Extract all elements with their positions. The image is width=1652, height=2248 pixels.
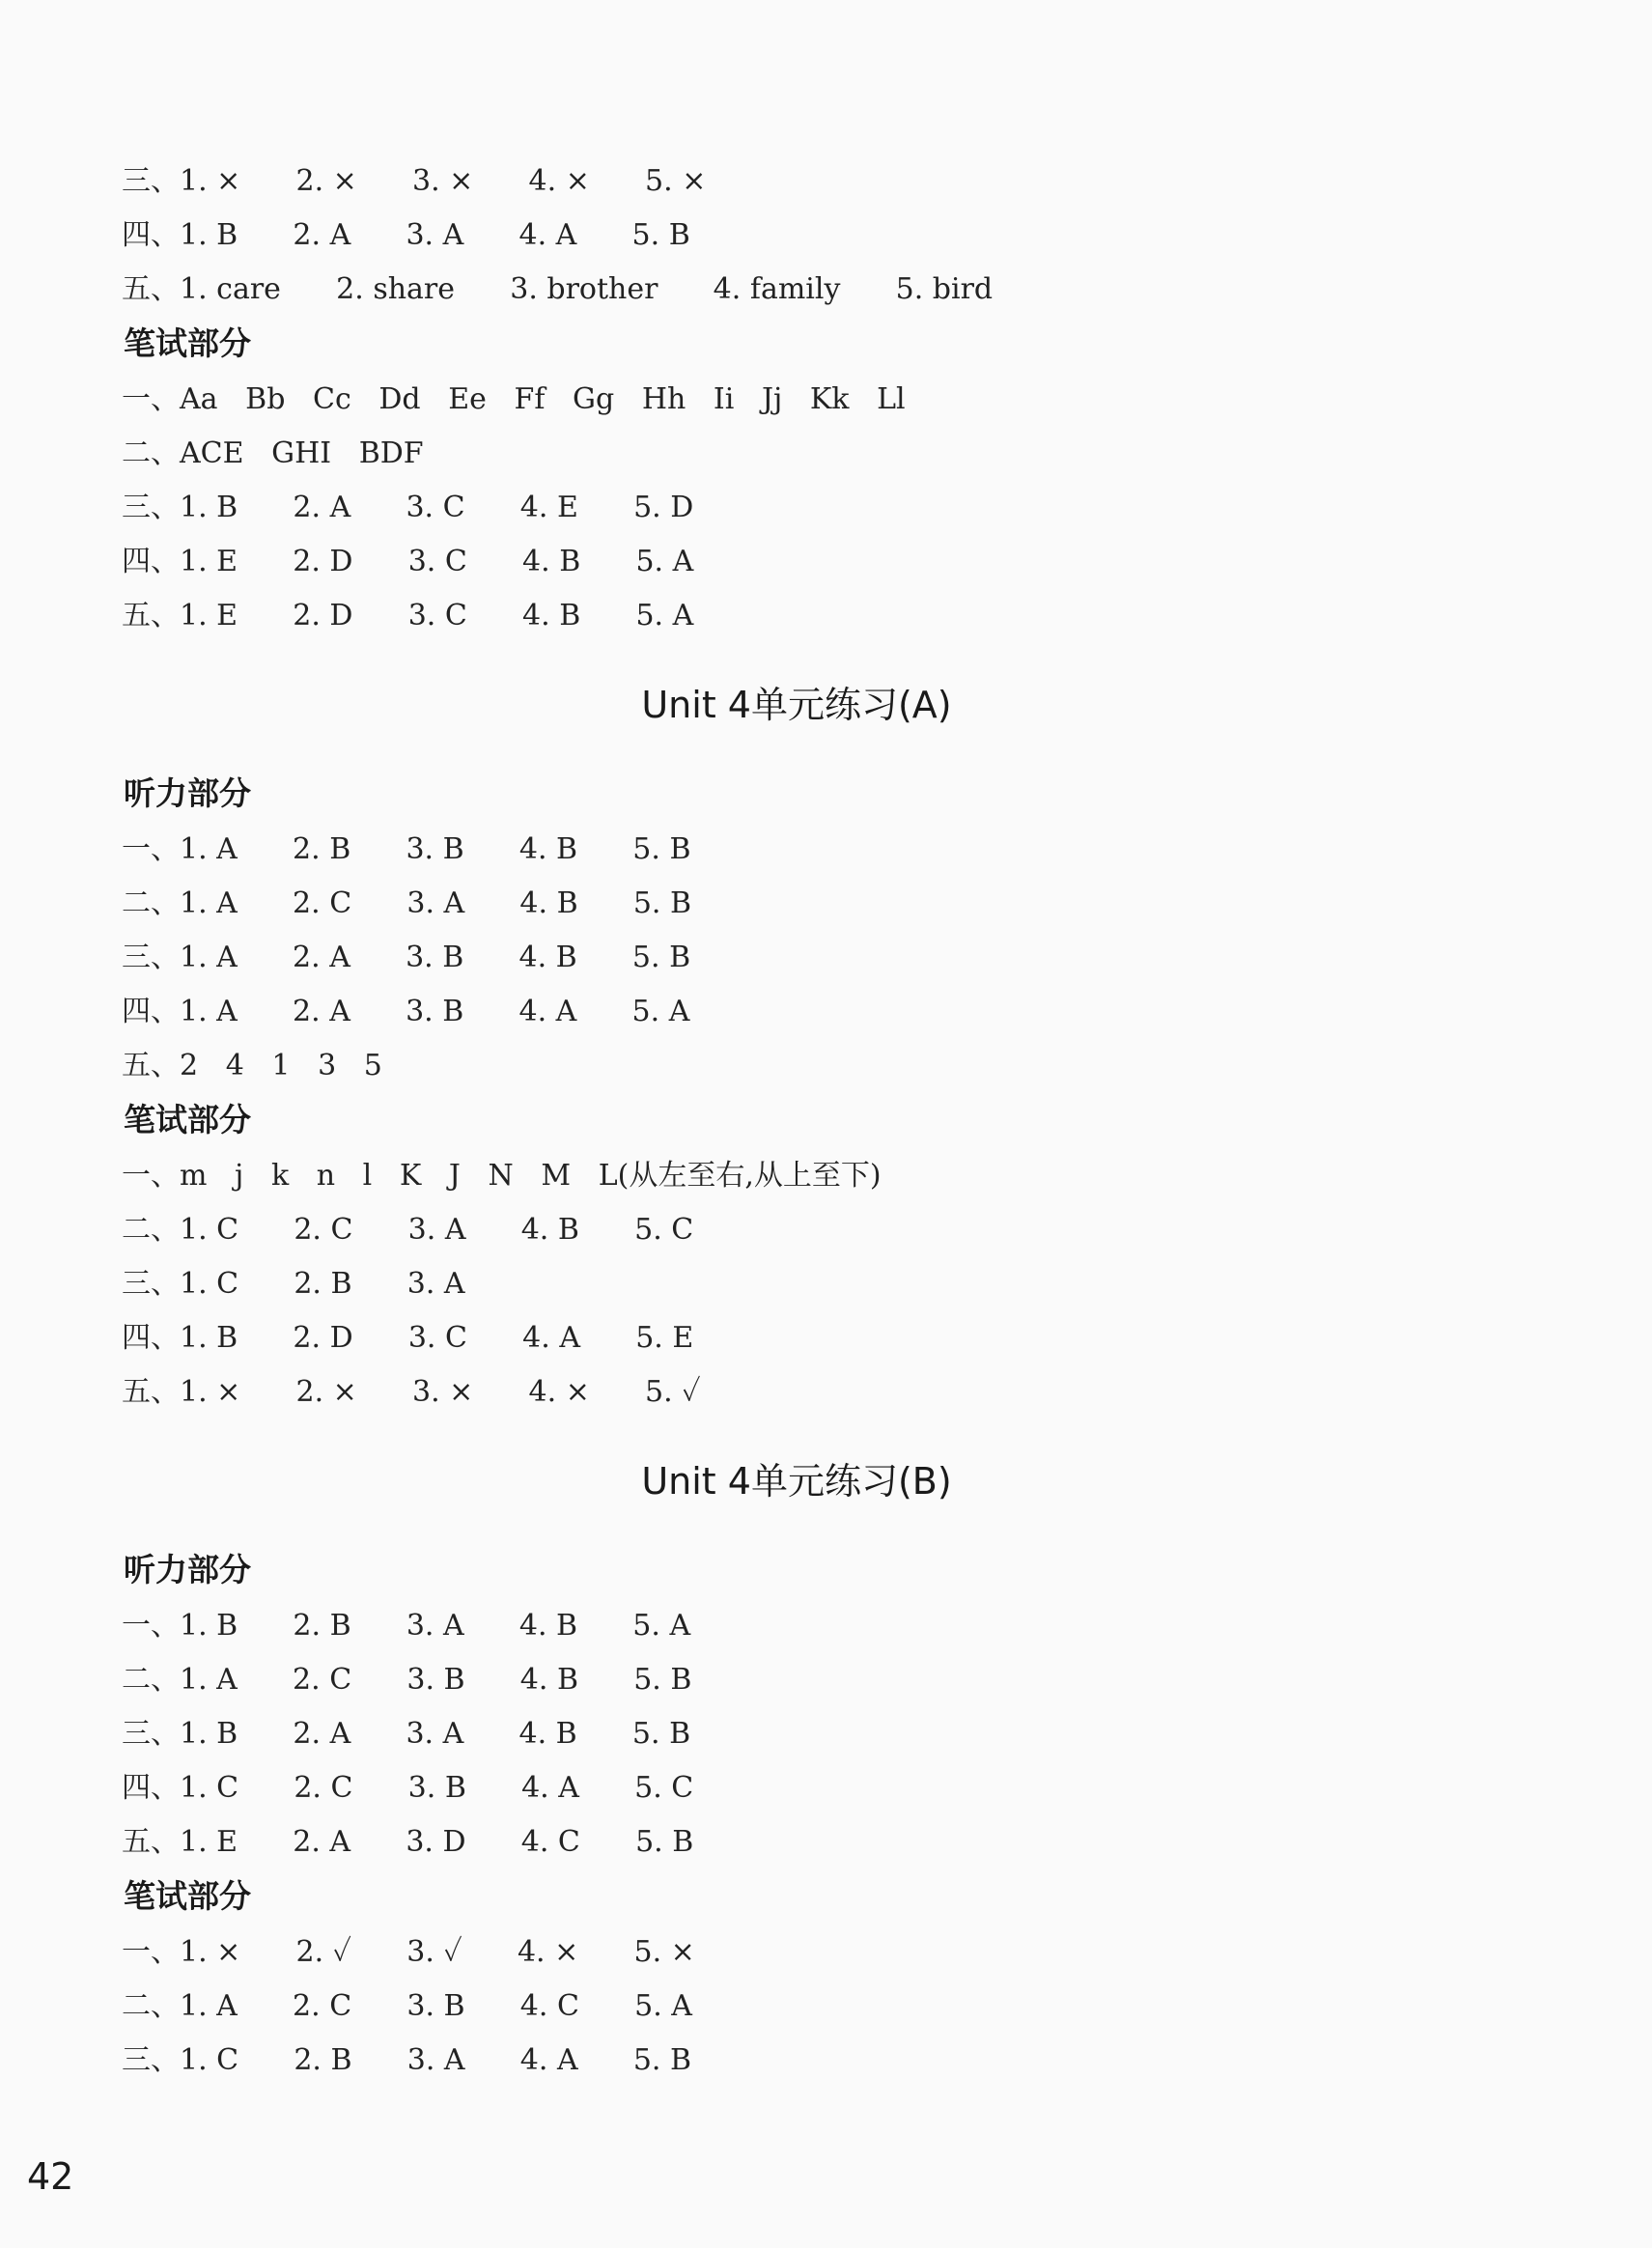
answer-line: 五、1. E 2. A 3. D 4. C 5. B — [122, 1825, 694, 1859]
answer-line: 一、1. B 2. B 3. A 4. B 5. A — [122, 1609, 691, 1643]
answer-line: 四、1. E 2. D 3. C 4. B 5. A — [122, 545, 694, 578]
answer-line: 二、1. A 2. C 3. B 4. C 5. A — [122, 1989, 692, 2023]
answer-line: 三、1. B 2. A 3. A 4. B 5. B — [122, 1717, 691, 1751]
answer-line: 三、1. C 2. B 3. A 4. A 5. B — [122, 2043, 692, 2077]
answer-line: 五、1. care 2. share 3. brother 4. family 5. bird — [122, 272, 994, 306]
answer-line: 五、1. × 2. × 3. × 4. × 5. ✓ — [122, 1375, 701, 1409]
page-number: 42 — [27, 2155, 74, 2198]
answer-line: 四、1. C 2. C 3. B 4. A 5. C — [122, 1771, 694, 1805]
answer-line: 四、1. B 2. D 3. C 4. A 5. E — [122, 1321, 694, 1355]
answer-line: 三、1. C 2. B 3. A — [122, 1267, 465, 1301]
answer-line: 三、1. B 2. A 3. C 4. E 5. D — [122, 491, 694, 524]
unit-title: Unit 4单元练习(A) — [641, 684, 952, 726]
answer-line: 一、m j k n l K J N M L(从左至右,从上至下) — [122, 1159, 882, 1193]
answer-line: 三、1. × 2. × 3. × 4. × 5. × — [122, 164, 707, 198]
answer-line: 三、1. A 2. A 3. B 4. B 5. B — [122, 941, 691, 974]
answer-line: 四、1. A 2. A 3. B 4. A 5. A — [122, 995, 690, 1028]
section-heading-listening: 听力部分 — [124, 1551, 251, 1588]
answer-line: 五、2 4 1 3 5 — [122, 1049, 382, 1082]
answer-line: 二、1. A 2. C 3. A 4. B 5. B — [122, 886, 692, 920]
answer-line: 五、1. E 2. D 3. C 4. B 5. A — [122, 599, 694, 632]
answer-line: 一、1. × 2. ✓ 3. ✓ 4. × 5. × — [122, 1935, 695, 1969]
answer-line: 一、1. A 2. B 3. B 4. B 5. B — [122, 832, 691, 866]
section-heading-written: 笔试部分 — [124, 1101, 251, 1138]
answer-line: 四、1. B 2. A 3. A 4. A 5. B — [122, 218, 690, 252]
answer-line: 二、1. C 2. C 3. A 4. B 5. C — [122, 1213, 694, 1247]
answer-line: 二、ACE GHI BDF — [122, 436, 424, 470]
section-heading-listening: 听力部分 — [124, 774, 251, 812]
section-heading-written: 笔试部分 — [124, 324, 251, 362]
section-heading-written: 笔试部分 — [124, 1877, 251, 1915]
answer-line: 一、Aa Bb Cc Dd Ee Ff Gg Hh Ii Jj Kk Ll — [122, 382, 906, 416]
answer-line: 二、1. A 2. C 3. B 4. B 5. B — [122, 1663, 692, 1697]
unit-title: Unit 4单元练习(B) — [641, 1460, 952, 1503]
